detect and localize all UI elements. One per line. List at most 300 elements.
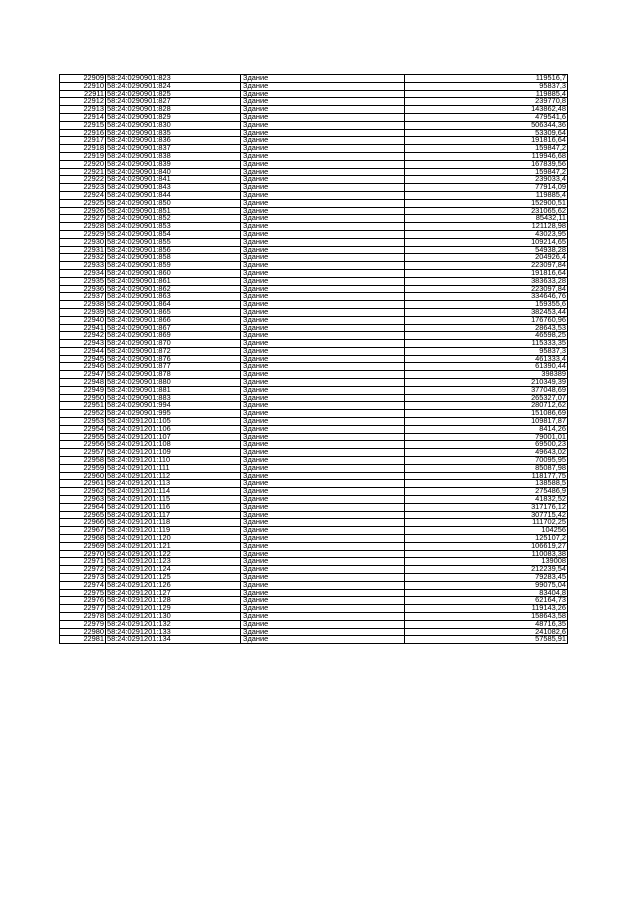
cadastral-value-cell: 191816,64 xyxy=(405,137,568,145)
object-type-cell: Здание xyxy=(241,605,405,613)
table-row xyxy=(60,402,568,410)
row-number-cell: 22952 xyxy=(60,410,106,418)
cadastral-value-cell: 62164,73 xyxy=(405,597,568,605)
cadastral-value-cell: 139008 xyxy=(405,558,568,566)
object-type-cell: Здание xyxy=(241,106,405,114)
row-number-cell: 22945 xyxy=(60,355,106,363)
row-number-cell: 22969 xyxy=(60,542,106,550)
table-row xyxy=(60,418,568,426)
table-row xyxy=(60,449,568,457)
row-number-cell: 22966 xyxy=(60,519,106,527)
table-row xyxy=(60,254,568,262)
row-number-cell: 22921 xyxy=(60,168,106,176)
table-row xyxy=(60,207,568,215)
table-row xyxy=(60,160,568,168)
cadastral-value-cell: 167839,56 xyxy=(405,160,568,168)
cadastral-value-cell: 239770,8 xyxy=(405,98,568,106)
cadastral-number-cell: 58:24:0290901:867 xyxy=(106,324,241,332)
row-number-cell: 22967 xyxy=(60,527,106,535)
cadastral-number-cell: 58:24:0290901:824 xyxy=(106,82,241,90)
row-number-cell: 22928 xyxy=(60,223,106,231)
table-row xyxy=(60,612,568,620)
row-number-cell: 22960 xyxy=(60,472,106,480)
cadastral-value-cell: 383633,28 xyxy=(405,277,568,285)
cadastral-value-cell: 8414,26 xyxy=(405,425,568,433)
cadastral-number-cell: 58:24:0290901:994 xyxy=(106,402,241,410)
row-number-cell: 22935 xyxy=(60,277,106,285)
cadastral-value-cell: 69500,23 xyxy=(405,441,568,449)
row-number-cell: 22955 xyxy=(60,433,106,441)
object-type-cell: Здание xyxy=(241,433,405,441)
row-number-cell: 22954 xyxy=(60,425,106,433)
table-row xyxy=(60,316,568,324)
cadastral-number-cell: 58:24:0290901:860 xyxy=(106,269,241,277)
cadastral-number-cell: 58:24:0290901:876 xyxy=(106,355,241,363)
cadastral-number-cell: 58:24:0290901:878 xyxy=(106,371,241,379)
object-type-cell: Здание xyxy=(241,246,405,254)
cadastral-value-cell: 83404,8 xyxy=(405,589,568,597)
table-row xyxy=(60,503,568,511)
table-row xyxy=(60,223,568,231)
cadastral-number-cell: 58:24:0290901:864 xyxy=(106,301,241,309)
cadastral-number-cell: 58:24:0290901:872 xyxy=(106,347,241,355)
object-type-cell: Здание xyxy=(241,574,405,582)
row-number-cell: 22938 xyxy=(60,301,106,309)
cadastral-number-cell: 58:24:0291201:132 xyxy=(106,620,241,628)
cadastral-number-cell: 58:24:0291201:105 xyxy=(106,418,241,426)
table-row xyxy=(60,542,568,550)
row-number-cell: 22957 xyxy=(60,449,106,457)
table-row xyxy=(60,75,568,83)
table-row xyxy=(60,379,568,387)
row-number-cell: 22920 xyxy=(60,160,106,168)
cadastral-value-cell: 109817,87 xyxy=(405,418,568,426)
object-type-cell: Здание xyxy=(241,636,405,644)
cadastral-number-cell: 58:24:0291201:110 xyxy=(106,457,241,465)
cadastral-value-cell: 223097,84 xyxy=(405,262,568,270)
cadastral-value-cell: 159847,2 xyxy=(405,145,568,153)
object-type-cell: Здание xyxy=(241,238,405,246)
table-row xyxy=(60,113,568,121)
object-type-cell: Здание xyxy=(241,254,405,262)
object-type-cell: Здание xyxy=(241,129,405,137)
cadastral-number-cell: 58:24:0291201:119 xyxy=(106,527,241,535)
table-row xyxy=(60,511,568,519)
table-row xyxy=(60,535,568,543)
cadastral-value-cell: 85432,11 xyxy=(405,215,568,223)
cadastral-number-cell: 58:24:0291201:112 xyxy=(106,472,241,480)
object-type-cell: Здание xyxy=(241,550,405,558)
row-number-cell: 22978 xyxy=(60,612,106,620)
row-number-cell: 22975 xyxy=(60,589,106,597)
table-row xyxy=(60,98,568,106)
table-row xyxy=(60,441,568,449)
table-row xyxy=(60,457,568,465)
object-type-cell: Здание xyxy=(241,207,405,215)
cadastral-number-cell: 58:24:0290901:836 xyxy=(106,137,241,145)
cadastral-number-cell: 58:24:0291201:130 xyxy=(106,612,241,620)
table-row xyxy=(60,527,568,535)
cadastral-number-cell: 58:24:0290901:869 xyxy=(106,332,241,340)
cadastral-value-cell: 48716,35 xyxy=(405,620,568,628)
object-type-cell: Здание xyxy=(241,215,405,223)
row-number-cell: 22919 xyxy=(60,152,106,160)
row-number-cell: 22923 xyxy=(60,184,106,192)
cadastral-number-cell: 58:24:0290901:863 xyxy=(106,293,241,301)
cadastral-number-cell: 58:24:0290901:828 xyxy=(106,106,241,114)
object-type-cell: Здание xyxy=(241,519,405,527)
row-number-cell: 22910 xyxy=(60,82,106,90)
row-number-cell: 22939 xyxy=(60,308,106,316)
cadastral-number-cell: 58:24:0290901:841 xyxy=(106,176,241,184)
cadastral-value-cell: 119946,68 xyxy=(405,152,568,160)
object-type-cell: Здание xyxy=(241,581,405,589)
table-row xyxy=(60,519,568,527)
row-number-cell: 22963 xyxy=(60,496,106,504)
cadastral-number-cell: 58:24:0291201:127 xyxy=(106,589,241,597)
row-number-cell: 22931 xyxy=(60,246,106,254)
table-row xyxy=(60,293,568,301)
table-row xyxy=(60,605,568,613)
row-number-cell: 22965 xyxy=(60,511,106,519)
cadastral-value-cell: 158643,58 xyxy=(405,612,568,620)
cadastral-number-cell: 58:24:0290901:995 xyxy=(106,410,241,418)
table-row xyxy=(60,425,568,433)
table-row xyxy=(60,199,568,207)
object-type-cell: Здание xyxy=(241,230,405,238)
row-number-cell: 22924 xyxy=(60,191,106,199)
cadastral-value-cell: 138588,5 xyxy=(405,480,568,488)
cadastral-value-cell: 28643,53 xyxy=(405,324,568,332)
object-type-cell: Здание xyxy=(241,121,405,129)
row-number-cell: 22943 xyxy=(60,340,106,348)
row-number-cell: 22930 xyxy=(60,238,106,246)
cadastral-number-cell: 58:24:0290901:883 xyxy=(106,394,241,402)
cadastral-number-cell: 58:24:0290901:844 xyxy=(106,191,241,199)
table-row xyxy=(60,176,568,184)
object-type-cell: Здание xyxy=(241,223,405,231)
table-row xyxy=(60,550,568,558)
object-type-cell: Здание xyxy=(241,347,405,355)
cadastral-number-cell: 58:24:0290901:850 xyxy=(106,199,241,207)
cadastral-number-cell: 58:24:0291201:113 xyxy=(106,480,241,488)
cadastral-number-cell: 58:24:0291201:114 xyxy=(106,488,241,496)
cadastral-value-cell: 53309,64 xyxy=(405,129,568,137)
cadastral-number-cell: 58:24:0290901:838 xyxy=(106,152,241,160)
cadastral-value-cell: 109214,65 xyxy=(405,238,568,246)
cadastral-value-cell: 43023,95 xyxy=(405,230,568,238)
table-row xyxy=(60,488,568,496)
table-row xyxy=(60,620,568,628)
object-type-cell: Здание xyxy=(241,441,405,449)
cadastral-number-cell: 58:24:0290901:861 xyxy=(106,277,241,285)
table-row xyxy=(60,137,568,145)
row-number-cell: 22968 xyxy=(60,535,106,543)
cadastral-value-cell: 212239,54 xyxy=(405,566,568,574)
cadastral-number-cell: 58:24:0290901:829 xyxy=(106,113,241,121)
row-number-cell: 22953 xyxy=(60,418,106,426)
table-row xyxy=(60,184,568,192)
object-type-cell: Здание xyxy=(241,418,405,426)
object-type-cell: Здание xyxy=(241,355,405,363)
object-type-cell: Здание xyxy=(241,457,405,465)
cadastral-value-cell: 280712,62 xyxy=(405,402,568,410)
cadastral-value-cell: 46598,25 xyxy=(405,332,568,340)
table-row xyxy=(60,308,568,316)
table-row xyxy=(60,371,568,379)
cadastral-value-cell: 99075,04 xyxy=(405,581,568,589)
object-type-cell: Здание xyxy=(241,199,405,207)
cadastral-value-cell: 57585,91 xyxy=(405,636,568,644)
object-type-cell: Здание xyxy=(241,379,405,387)
object-type-cell: Здание xyxy=(241,340,405,348)
cadastral-value-cell: 54938,28 xyxy=(405,246,568,254)
row-number-cell: 22914 xyxy=(60,113,106,121)
object-type-cell: Здание xyxy=(241,324,405,332)
cadastral-number-cell: 58:24:0291201:109 xyxy=(106,449,241,457)
cadastral-number-cell: 58:24:0291201:123 xyxy=(106,558,241,566)
cadastral-number-cell: 58:24:0290901:877 xyxy=(106,363,241,371)
row-number-cell: 22926 xyxy=(60,207,106,215)
row-number-cell: 22970 xyxy=(60,550,106,558)
table-row xyxy=(60,324,568,332)
cadastral-number-cell: 58:24:0290901:865 xyxy=(106,308,241,316)
object-type-cell: Здание xyxy=(241,566,405,574)
row-number-cell: 22917 xyxy=(60,137,106,145)
row-number-cell: 22925 xyxy=(60,199,106,207)
cadastral-number-cell: 58:24:0290901:855 xyxy=(106,238,241,246)
row-number-cell: 22940 xyxy=(60,316,106,324)
row-number-cell: 22929 xyxy=(60,230,106,238)
object-type-cell: Здание xyxy=(241,269,405,277)
table-row xyxy=(60,472,568,480)
cadastral-number-cell: 58:24:0291201:120 xyxy=(106,535,241,543)
cadastral-value-cell: 191816,64 xyxy=(405,269,568,277)
cadastral-number-cell: 58:24:0291201:111 xyxy=(106,464,241,472)
cadastral-value-cell: 307715,42 xyxy=(405,511,568,519)
cadastral-value-cell: 479541,6 xyxy=(405,113,568,121)
row-number-cell: 22933 xyxy=(60,262,106,270)
table-row xyxy=(60,589,568,597)
cadastral-number-cell: 58:24:0290901:858 xyxy=(106,254,241,262)
row-number-cell: 22949 xyxy=(60,386,106,394)
cadastral-value-cell: 223097,84 xyxy=(405,285,568,293)
cadastral-number-cell: 58:24:0291201:107 xyxy=(106,433,241,441)
row-number-cell: 22964 xyxy=(60,503,106,511)
table-row xyxy=(60,496,568,504)
object-type-cell: Здание xyxy=(241,191,405,199)
object-type-cell: Здание xyxy=(241,511,405,519)
cadastral-number-cell: 58:24:0290901:880 xyxy=(106,379,241,387)
cadastral-value-cell: 317176,12 xyxy=(405,503,568,511)
row-number-cell: 22909 xyxy=(60,75,106,83)
table-row xyxy=(60,191,568,199)
object-type-cell: Здание xyxy=(241,145,405,153)
row-number-cell: 22946 xyxy=(60,363,106,371)
table-row xyxy=(60,262,568,270)
table-row xyxy=(60,410,568,418)
row-number-cell: 22980 xyxy=(60,628,106,636)
row-number-cell: 22942 xyxy=(60,332,106,340)
row-number-cell: 22915 xyxy=(60,121,106,129)
cadastral-number-cell: 58:24:0290901:825 xyxy=(106,90,241,98)
cadastral-number-cell: 58:24:0290901:823 xyxy=(106,75,241,83)
object-type-cell: Здание xyxy=(241,363,405,371)
table-row xyxy=(60,597,568,605)
object-type-cell: Здание xyxy=(241,293,405,301)
cadastral-value-cell: 79001,01 xyxy=(405,433,568,441)
row-number-cell: 22973 xyxy=(60,574,106,582)
cadastral-value-cell: 119516,7 xyxy=(405,75,568,83)
object-type-cell: Здание xyxy=(241,371,405,379)
table-row xyxy=(60,301,568,309)
row-number-cell: 22950 xyxy=(60,394,106,402)
cadastral-number-cell: 58:24:0290901:851 xyxy=(106,207,241,215)
object-type-cell: Здание xyxy=(241,628,405,636)
cadastral-value-cell: 334646,76 xyxy=(405,293,568,301)
object-type-cell: Здание xyxy=(241,449,405,457)
object-type-cell: Здание xyxy=(241,301,405,309)
cadastral-number-cell: 58:24:0291201:129 xyxy=(106,605,241,613)
object-type-cell: Здание xyxy=(241,332,405,340)
cadastral-number-cell: 58:24:0291201:134 xyxy=(106,636,241,644)
cadastral-number-cell: 58:24:0290901:870 xyxy=(106,340,241,348)
cadastral-value-cell: 159847,2 xyxy=(405,168,568,176)
cadastral-number-cell: 58:24:0291201:121 xyxy=(106,542,241,550)
object-type-cell: Здание xyxy=(241,152,405,160)
object-type-cell: Здание xyxy=(241,527,405,535)
cadastral-value-cell: 61390,44 xyxy=(405,363,568,371)
cadastral-value-cell: 506344,36 xyxy=(405,121,568,129)
row-number-cell: 22934 xyxy=(60,269,106,277)
cadastral-value-cell: 231065,62 xyxy=(405,207,568,215)
row-number-cell: 22918 xyxy=(60,145,106,153)
cadastral-number-cell: 58:24:0290901:866 xyxy=(106,316,241,324)
row-number-cell: 22932 xyxy=(60,254,106,262)
cadastral-value-cell: 70095,95 xyxy=(405,457,568,465)
object-type-cell: Здание xyxy=(241,75,405,83)
table-row xyxy=(60,332,568,340)
cadastral-value-cell: 377048,69 xyxy=(405,386,568,394)
row-number-cell: 22927 xyxy=(60,215,106,223)
object-type-cell: Здание xyxy=(241,480,405,488)
object-type-cell: Здание xyxy=(241,137,405,145)
cadastral-number-cell: 58:24:0290901:881 xyxy=(106,386,241,394)
cadastral-number-cell: 58:24:0291201:122 xyxy=(106,550,241,558)
cadastral-value-cell: 95837,3 xyxy=(405,82,568,90)
row-number-cell: 22916 xyxy=(60,129,106,137)
cadastral-value-cell: 159355,6 xyxy=(405,301,568,309)
row-number-cell: 22972 xyxy=(60,566,106,574)
cadastral-value-cell: 382453,44 xyxy=(405,308,568,316)
row-number-cell: 22977 xyxy=(60,605,106,613)
table-row xyxy=(60,269,568,277)
cadastral-value-cell: 79283,45 xyxy=(405,574,568,582)
cadastral-value-cell: 121128,98 xyxy=(405,223,568,231)
table-row xyxy=(60,106,568,114)
cadastral-number-cell: 58:24:0290901:839 xyxy=(106,160,241,168)
table-row xyxy=(60,238,568,246)
cadastral-value-cell: 106619,27 xyxy=(405,542,568,550)
cadastral-number-cell: 58:24:0291201:133 xyxy=(106,628,241,636)
row-number-cell: 22974 xyxy=(60,581,106,589)
cadastral-number-cell: 58:24:0290901:856 xyxy=(106,246,241,254)
cadastral-value-cell: 151086,69 xyxy=(405,410,568,418)
object-type-cell: Здание xyxy=(241,535,405,543)
cadastral-number-cell: 58:24:0291201:118 xyxy=(106,519,241,527)
row-number-cell: 22961 xyxy=(60,480,106,488)
table-row xyxy=(60,628,568,636)
row-number-cell: 22981 xyxy=(60,636,106,644)
table-row xyxy=(60,285,568,293)
cadastral-number-cell: 58:24:0290901:840 xyxy=(106,168,241,176)
object-type-cell: Здание xyxy=(241,488,405,496)
cadastral-value-cell: 239033,4 xyxy=(405,176,568,184)
cadastral-value-cell: 95837,3 xyxy=(405,347,568,355)
cadastral-value-cell: 41832,52 xyxy=(405,496,568,504)
cadastral-number-cell: 58:24:0291201:128 xyxy=(106,597,241,605)
cadastral-number-cell: 58:24:0291201:106 xyxy=(106,425,241,433)
row-number-cell: 22948 xyxy=(60,379,106,387)
object-type-cell: Здание xyxy=(241,113,405,121)
object-type-cell: Здание xyxy=(241,316,405,324)
object-type-cell: Здание xyxy=(241,308,405,316)
cadastral-number-cell: 58:24:0291201:124 xyxy=(106,566,241,574)
cadastral-value-cell: 118177,75 xyxy=(405,472,568,480)
table-row xyxy=(60,347,568,355)
row-number-cell: 22912 xyxy=(60,98,106,106)
row-number-cell: 22979 xyxy=(60,620,106,628)
table-row xyxy=(60,394,568,402)
row-number-cell: 22936 xyxy=(60,285,106,293)
row-number-cell: 22913 xyxy=(60,106,106,114)
cadastral-number-cell: 58:24:0290901:859 xyxy=(106,262,241,270)
row-number-cell: 22976 xyxy=(60,597,106,605)
row-number-cell: 22937 xyxy=(60,293,106,301)
cadastral-value-cell: 210349,39 xyxy=(405,379,568,387)
table-row xyxy=(60,145,568,153)
table-body xyxy=(60,75,568,644)
table-row xyxy=(60,129,568,137)
row-number-cell: 22922 xyxy=(60,176,106,184)
cadastral-value-cell: 398389 xyxy=(405,371,568,379)
object-type-cell: Здание xyxy=(241,425,405,433)
object-type-cell: Здание xyxy=(241,597,405,605)
table-row xyxy=(60,636,568,644)
row-number-cell: 22951 xyxy=(60,402,106,410)
table-row xyxy=(60,90,568,98)
object-type-cell: Здание xyxy=(241,542,405,550)
table-row xyxy=(60,215,568,223)
cadastral-value-cell: 125107,2 xyxy=(405,535,568,543)
table-row xyxy=(60,574,568,582)
object-type-cell: Здание xyxy=(241,394,405,402)
cadastral-value-cell: 119885,4 xyxy=(405,90,568,98)
object-type-cell: Здание xyxy=(241,386,405,394)
table-row xyxy=(60,152,568,160)
table-row xyxy=(60,230,568,238)
cadastral-number-cell: 58:24:0291201:116 xyxy=(106,503,241,511)
object-type-cell: Здание xyxy=(241,160,405,168)
cadastral-value-cell: 110083,38 xyxy=(405,550,568,558)
object-type-cell: Здание xyxy=(241,503,405,511)
table-row xyxy=(60,464,568,472)
row-number-cell: 22944 xyxy=(60,347,106,355)
cadastral-value-cell: 104256 xyxy=(405,527,568,535)
table-row xyxy=(60,558,568,566)
cadastral-value-cell: 461333,4 xyxy=(405,355,568,363)
object-type-cell: Здание xyxy=(241,612,405,620)
